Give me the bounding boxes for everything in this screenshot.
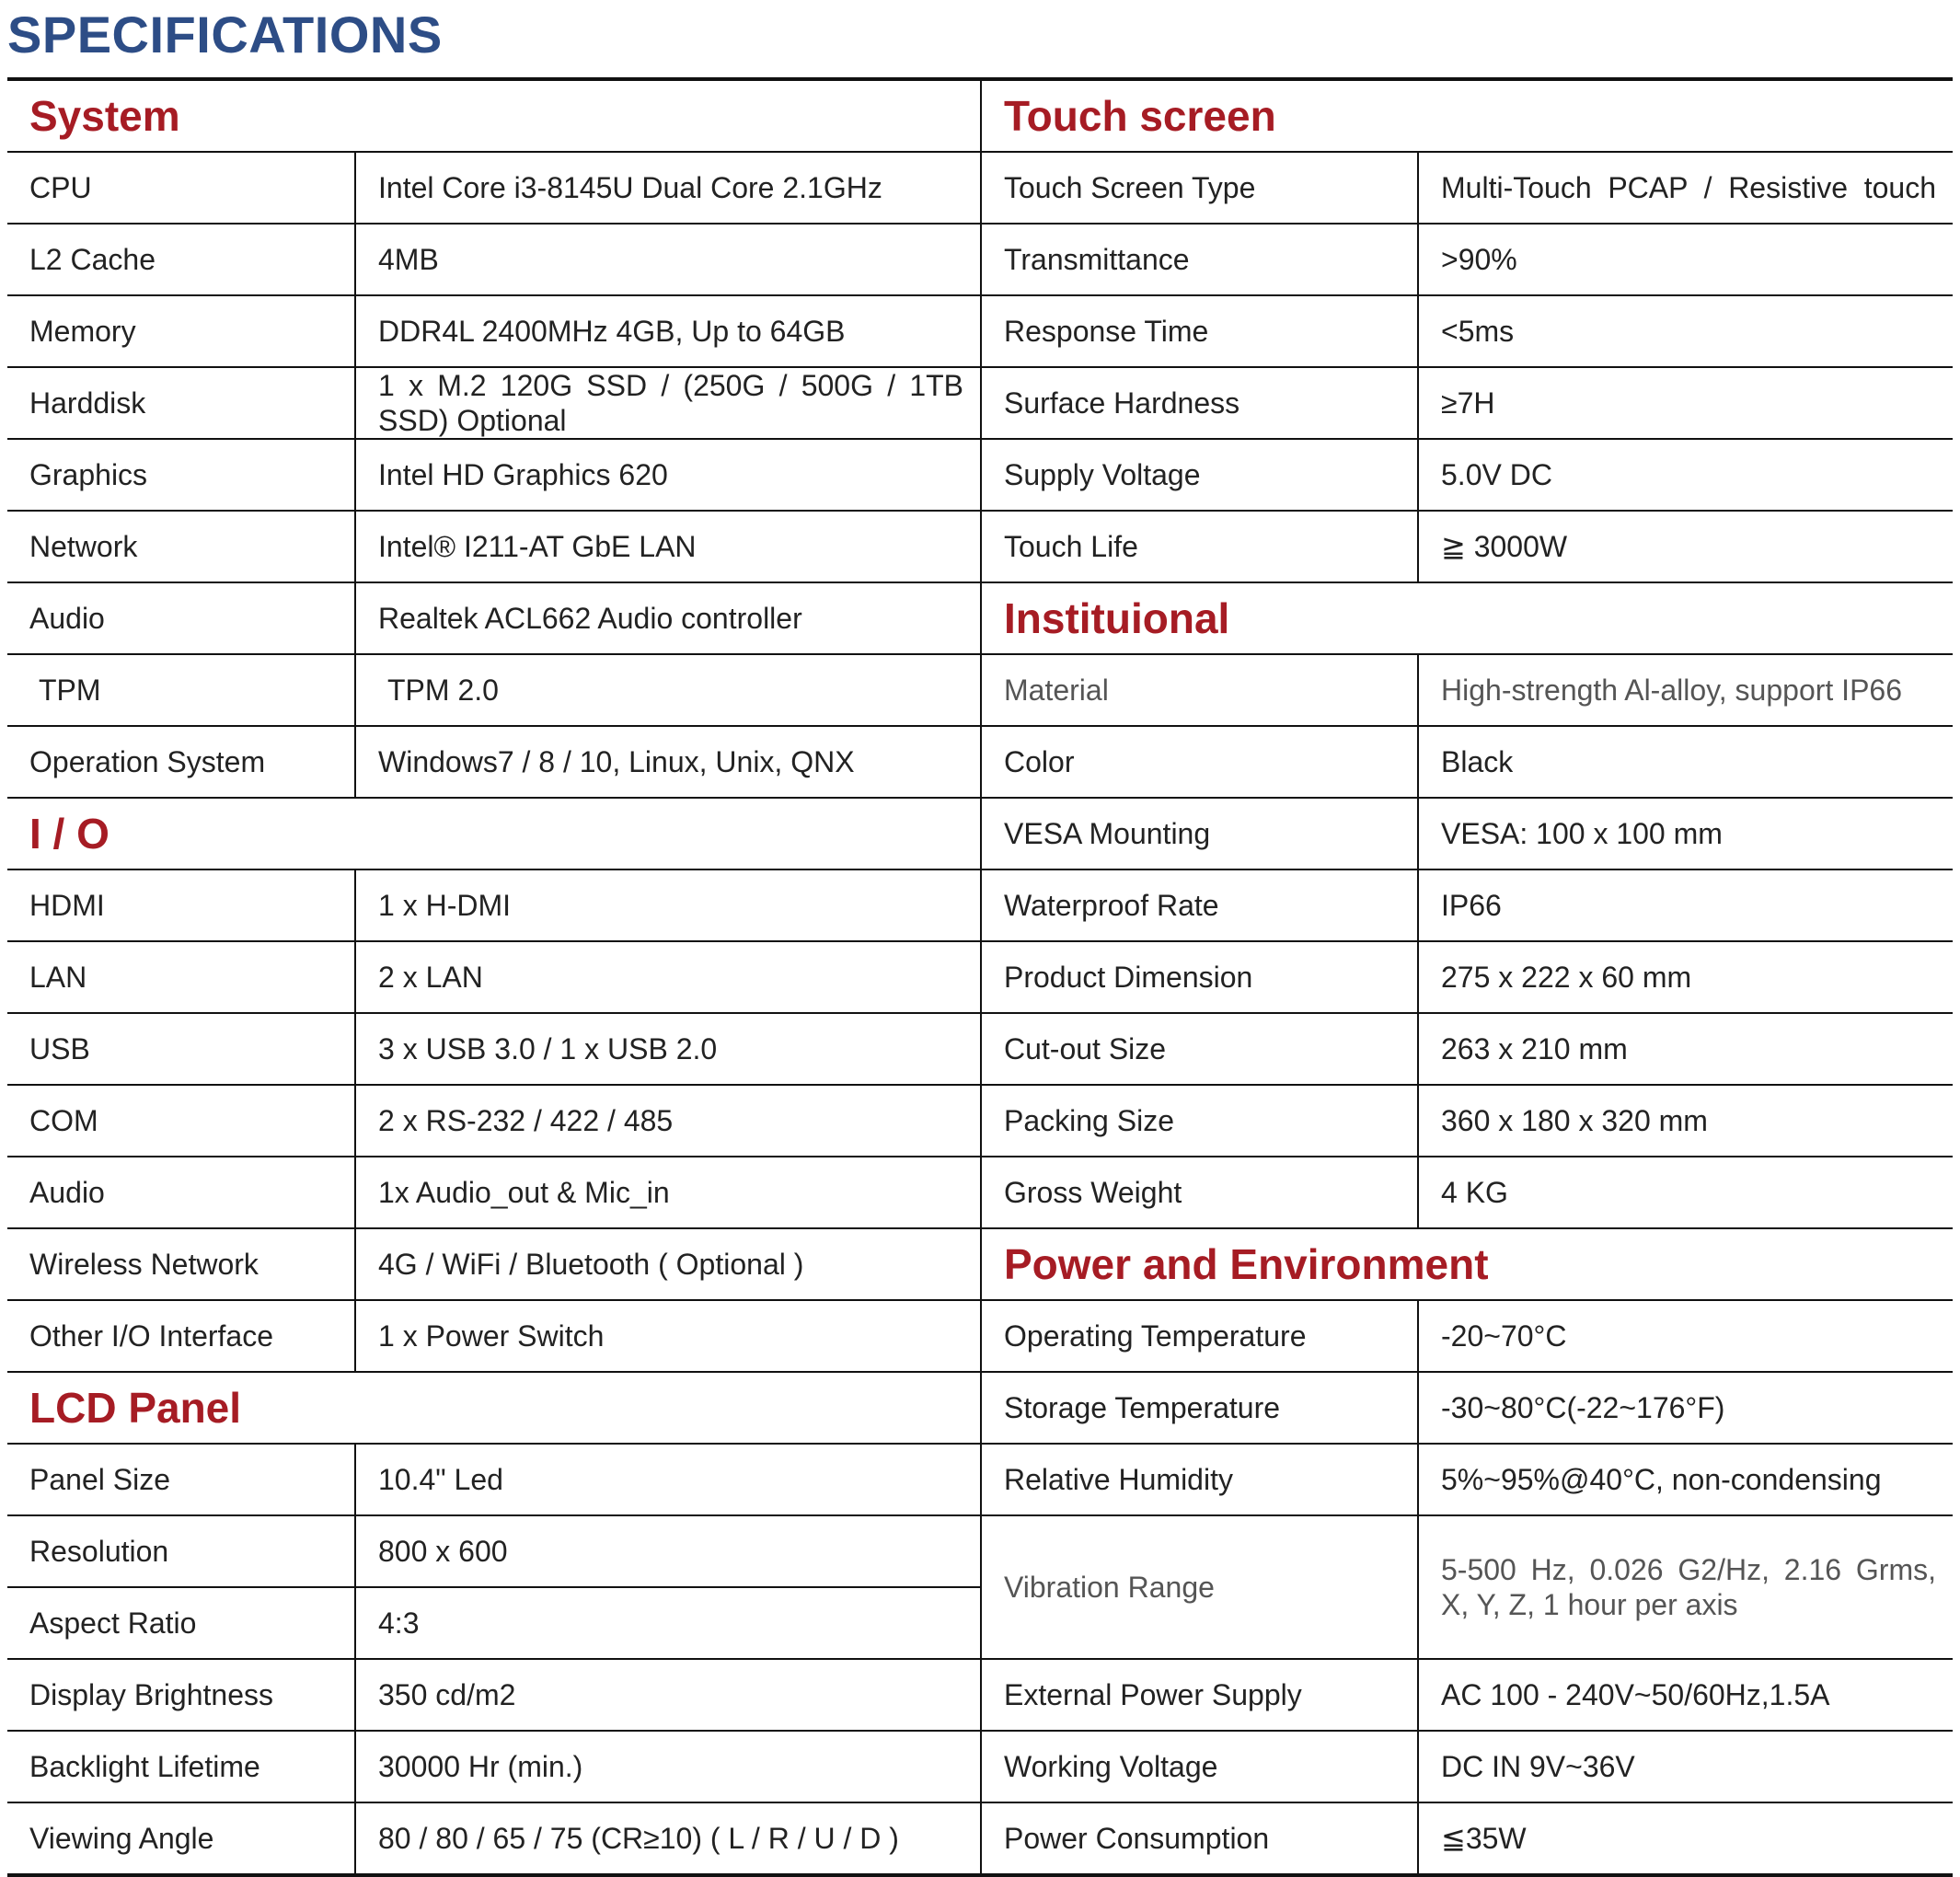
page-title: SPECIFICATIONS (7, 6, 443, 63)
spec-value: 2 x RS-232 / 422 / 485 (355, 1085, 981, 1157)
spec-label: TPM (7, 654, 355, 726)
spec-label: CPU (7, 152, 355, 224)
table-row (7, 1515, 1953, 1587)
spec-label: Storage Temperature (981, 1372, 1418, 1444)
table-row (7, 224, 1953, 295)
spec-value: IP66 (1418, 869, 1953, 941)
spec-label: Audio (7, 1157, 355, 1228)
table-row (7, 1013, 1953, 1085)
spec-label: Cut-out Size (981, 1013, 1418, 1085)
spec-label: Display Brightness (7, 1659, 355, 1731)
spec-value: DC IN 9V~36V (1418, 1731, 1953, 1802)
table-row (7, 1157, 1953, 1228)
table-row (7, 869, 1953, 941)
spec-label: LAN (7, 941, 355, 1013)
spec-label: Working Voltage (981, 1731, 1418, 1802)
table-row (7, 582, 1953, 654)
spec-label: Resolution (7, 1515, 355, 1587)
spec-label: Vibration Range (981, 1515, 1418, 1659)
table-row (7, 1228, 1953, 1300)
section-title-system: System (7, 79, 981, 152)
spec-label: Color (981, 726, 1418, 798)
spec-value: 3 x USB 3.0 / 1 x USB 2.0 (355, 1013, 981, 1085)
spec-label: Gross Weight (981, 1157, 1418, 1228)
spec-label: Harddisk (7, 367, 355, 439)
spec-value: 4:3 (355, 1587, 981, 1659)
table-row (7, 1085, 1953, 1157)
table-row (7, 654, 1953, 726)
spec-value: AC 100 - 240V~50/60Hz,1.5A (1418, 1659, 1953, 1731)
spec-value: 800 x 600 (355, 1515, 981, 1587)
spec-value: VESA: 100 x 100 mm (1418, 798, 1953, 869)
spec-value: 5-500 Hz, 0.026 G2/Hz, 2.16 Grms, X, Y, Z, 1 hour per axis (1418, 1515, 1953, 1659)
table-row (7, 1659, 1953, 1731)
spec-label: Waterproof Rate (981, 869, 1418, 941)
spec-label: Operating Temperature (981, 1300, 1418, 1372)
spec-value: ≥7H (1418, 367, 1953, 439)
spec-label: Touch Life (981, 511, 1418, 582)
spec-label: Other I/O Interface (7, 1300, 355, 1372)
spec-value: 2 x LAN (355, 941, 981, 1013)
spec-value: 1 x Power Switch (355, 1300, 981, 1372)
spec-label: COM (7, 1085, 355, 1157)
spec-label: Surface Hardness (981, 367, 1418, 439)
spec-value: 10.4" Led (355, 1444, 981, 1515)
spec-label: Aspect Ratio (7, 1587, 355, 1659)
spec-value: >90% (1418, 224, 1953, 295)
table-row (7, 1731, 1953, 1802)
spec-value: Intel Core i3-8145U Dual Core 2.1GHz (355, 152, 981, 224)
spec-value: TPM 2.0 (355, 654, 981, 726)
spec-label: Viewing Angle (7, 1802, 355, 1875)
spec-value: DDR4L 2400MHz 4GB, Up to 64GB (355, 295, 981, 367)
spec-label: Graphics (7, 439, 355, 511)
spec-value: -20~70°C (1418, 1300, 1953, 1372)
spec-value: 5.0V DC (1418, 439, 1953, 511)
spec-value: Windows7 / 8 / 10, Linux, Unix, QNX (355, 726, 981, 798)
section-title-touch-screen: Touch screen (981, 79, 1953, 152)
section-title-lcd-panel: LCD Panel (7, 1372, 981, 1444)
spec-label: L2 Cache (7, 224, 355, 295)
spec-value: 360 x 180 x 320 mm (1418, 1085, 1953, 1157)
spec-value: Realtek ACL662 Audio controller (355, 582, 981, 654)
section-title-power-environment: Power and Environment (981, 1228, 1953, 1300)
spec-value: Black (1418, 726, 1953, 798)
spec-value: High-strength Al-alloy, support IP66 (1418, 654, 1953, 726)
spec-value: 1 x M.2 120G SSD / (250G / 500G / 1TB SSD) Optional (355, 367, 981, 439)
spec-label: External Power Supply (981, 1659, 1418, 1731)
spec-value: ≧ 3000W (1418, 511, 1953, 582)
section-title-instituional: Instituional (981, 582, 1953, 654)
spec-label: Operation System (7, 726, 355, 798)
table-row (7, 941, 1953, 1013)
spec-label: Material (981, 654, 1418, 726)
spec-value: 275 x 222 x 60 mm (1418, 941, 1953, 1013)
spec-label: Memory (7, 295, 355, 367)
table-row (7, 511, 1953, 582)
section-title-io: I / O (7, 798, 981, 869)
spec-value: Multi-Touch PCAP / Resistive touch (1418, 152, 1953, 224)
spec-value: 30000 Hr (min.) (355, 1731, 981, 1802)
spec-label: Power Consumption (981, 1802, 1418, 1875)
spec-value: 1x Audio_out & Mic_in (355, 1157, 981, 1228)
spec-value: <5ms (1418, 295, 1953, 367)
specifications-table (7, 77, 1953, 1877)
table-row (7, 726, 1953, 798)
table-row (7, 367, 1953, 439)
spec-value: -30~80°C(-22~176°F) (1418, 1372, 1953, 1444)
spec-label: USB (7, 1013, 355, 1085)
spec-label: Relative Humidity (981, 1444, 1418, 1515)
table-row (7, 1300, 1953, 1372)
spec-label: Product Dimension (981, 941, 1418, 1013)
spec-label: Backlight Lifetime (7, 1731, 355, 1802)
spec-value: ≦35W (1418, 1802, 1953, 1875)
spec-label: Wireless Network (7, 1228, 355, 1300)
spec-label: Audio (7, 582, 355, 654)
spec-value: 4G / WiFi / Bluetooth ( Optional ) (355, 1228, 981, 1300)
spec-value: 263 x 210 mm (1418, 1013, 1953, 1085)
spec-label: Touch Screen Type (981, 152, 1418, 224)
spec-label: VESA Mounting (981, 798, 1418, 869)
table-row (7, 798, 1953, 869)
spec-label: Supply Voltage (981, 439, 1418, 511)
table-row (7, 79, 1953, 152)
spec-value: Intel HD Graphics 620 (355, 439, 981, 511)
spec-value: Intel® I211-AT GbE LAN (355, 511, 981, 582)
spec-value: 4MB (355, 224, 981, 295)
table-row (7, 439, 1953, 511)
spec-label: Packing Size (981, 1085, 1418, 1157)
table-row (7, 1372, 1953, 1444)
table-row (7, 295, 1953, 367)
table-row (7, 1444, 1953, 1515)
spec-label: Transmittance (981, 224, 1418, 295)
spec-value: 1 x H-DMI (355, 869, 981, 941)
spec-value: 80 / 80 / 65 / 75 (CR≥10) ( L / R / U / D ) (355, 1802, 981, 1875)
spec-label: Panel Size (7, 1444, 355, 1515)
spec-label: Response Time (981, 295, 1418, 367)
spec-value: 4 KG (1418, 1157, 1953, 1228)
spec-value: 350 cd/m2 (355, 1659, 981, 1731)
table-row (7, 152, 1953, 224)
spec-value: 5%~95%@40°C, non-condensing (1418, 1444, 1953, 1515)
spec-label: HDMI (7, 869, 355, 941)
table-row (7, 1802, 1953, 1875)
spec-label: Network (7, 511, 355, 582)
